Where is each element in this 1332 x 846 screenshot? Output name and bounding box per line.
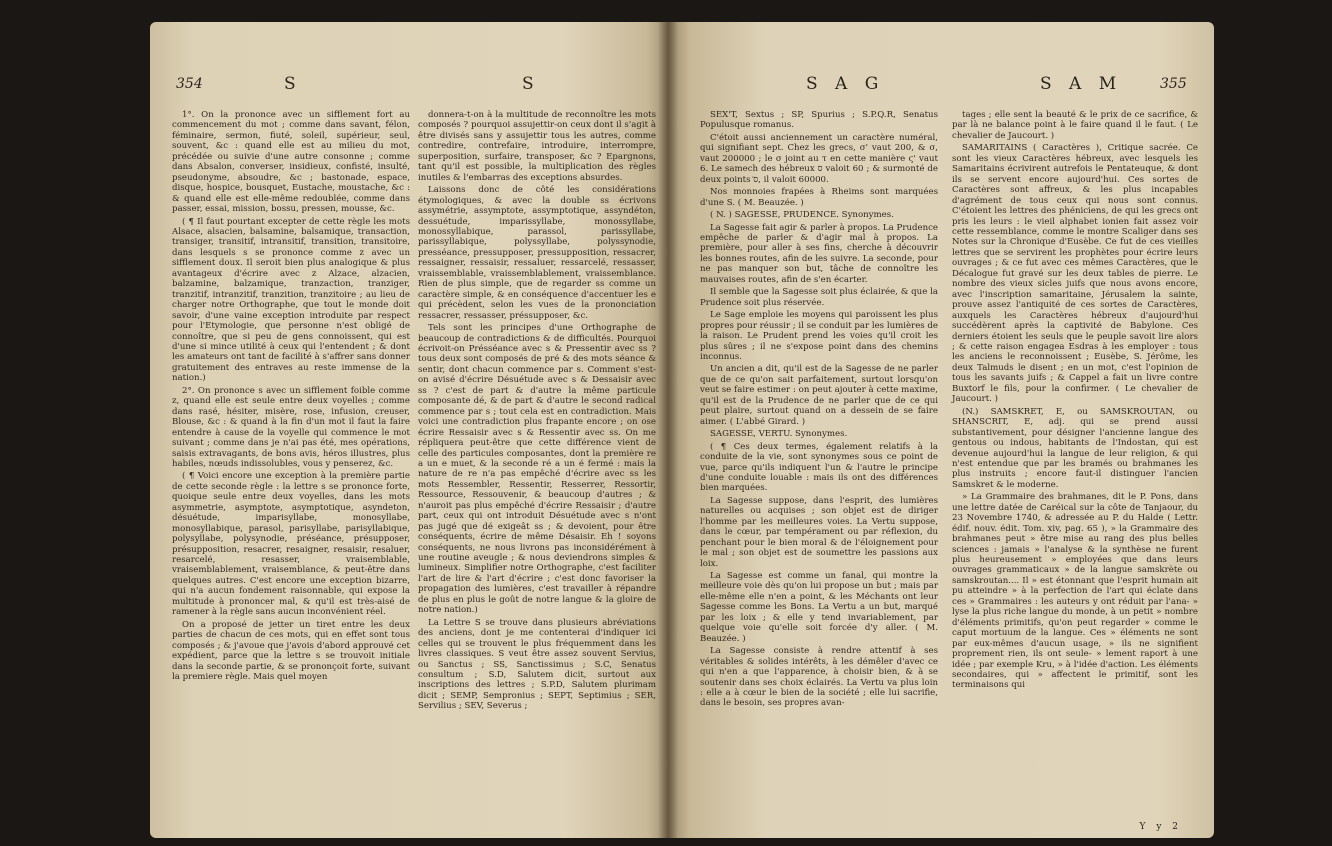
paragraph: ( ¶ Il faut pourtant excepter de cette règle les mots Alsace, alsacien, balsamine, balsamique, transaction, transiger, transitif, intransitif, transition, transitoire, dans lesquels s se prononce comme z avec un sifflement doux. Il seroit bien plus analogique & plus avantageux d'écrire avec z Alzace, alzacien, balzamine, balzamique, tranzaction, tranziger, tranzitif, intranzitif, tranzition, tranzitoire ; au lieu de charger notre Orthographe, que tout le monde doit savoir, d'une vaine exception introduite par respect pour l'Etymologie, que personne n'est obligé de connoître, que si peu de gens connoissent, qui est d'une si mince utilité à ceux qui l'entendent ; & dont les amateurs ont tant de facilité à s'affrer sans donner gratuitement des entraves au reste immense de la nation.) bbox=[172, 216, 410, 384]
paragraph: Le Sage emploie les moyens qui paroissent les plus propres pour réussir ; il se conduit par les lumières de la raison. Le Prudent prend les voies qu'il croit les plus sûres ; il ne s'expose point dans des chemins inconnus. bbox=[700, 310, 939, 362]
right-column-1 bbox=[700, 110, 938, 711]
paragraph: La Sagesse consiste à rendre attentif à ses véritables & solides intérêts, à les démêler d'avec ce qui n'en a que l'apparence, à choisir bien, & à se soutenir dans ses choix éclairés. La Vertu va plus loin : elle a à cœur le bien de la société ; elle lui sacrifie, dans le besoin, ses propres avan- bbox=[700, 646, 938, 709]
left-column-1 bbox=[172, 110, 410, 684]
left-page-number: 354 bbox=[176, 76, 203, 92]
paragraph: donnera-t-on à la multitude de reconnoître les mots composés ? pourquoi assujettir-on ceux dont il s'agit à être divisés sans y assujettir tous les autres, comme contredire, contrefaire, introduire, interrompre, superposition, surfaire, transposer, &c ? Epargnons, tant qu'il est possible, la multiplication des règles inutiles & l'embarras des exceptions absurdes. bbox=[418, 110, 656, 183]
paragraph: C'étoit aussi anciennement un caractère numéral, qui signifiant sept. Chez les grecs, σ' vaut 200, & σ, vaut 200000 ; le σ joint au τ en cette manière ϛ' vaut 6. Le samech des hébreux ס valoit 60 ; & surmonté de deux points ס̈, il valoit 60000. bbox=[700, 132, 938, 185]
paragraph: ( ¶ Ces deux termes, également relatifs à la conduite de la vie, sont synonymes sous ce point de vue, parce qu'ils indiquent l'un & l'autre le principe d'une conduite louable : mais ils ont des différences bien marquées. bbox=[700, 441, 938, 494]
right-running-head-right: S A M bbox=[1040, 74, 1123, 94]
right-column-2 bbox=[952, 110, 1198, 693]
signature-mark: Y y 2 bbox=[1139, 822, 1182, 832]
paragraph: La Lettre S se trouve dans plusieurs abréviations des anciens, dont je me contenterai d'indiquer ici celles qui se trouvent le plus fréquemment dans les livres classiques. S veut être assez souvent Servius, ou Sanctus ; SS, Sanctissimus ; S.C, Senatus consultum ; S.D, Salutem dicit, surtout aux inscriptions des lettres ; S.P.D, Salutem plurimam dicit ; SEMP, Sempronius ; SEPT, Septimius ; SER, Servilius ; SEV, Severus ; bbox=[418, 617, 656, 712]
right-page bbox=[668, 22, 1214, 838]
paragraph: Laissons donc de côté les considérations étymologiques, & avec la double ss écrivons assymétrie, assymptote, assymptotique, assyndéton, dessuétude, imparissyllabe, monossyllabe, monossyllabique, parassol, parissyllabe, parissyllabique, polyssyllabe, polyssynodie, presséance, pressupposer, pressupposition, ressacrer, ressaigner, ressaisir, ressaluer, ressarcelé, ressasser, vraissemblable, vraissemblablement, vraissemblance. Rien de plus simple, que de regarder ss comme un caractère simple, & en conséquence d'accentuer les e qui précèdent, selon les vues de la prononciation ressacrer, ressasser, préssupposer, &c. bbox=[418, 185, 656, 321]
paragraph: tages ; elle sent la beauté & le prix de ce sacrifice, & par là ne balance point à le faire quand il le faut. ( Le chevalier de Jaucourt. ) bbox=[952, 110, 1198, 141]
paragraph: (N.) SAMSKRET, E, ou SAMSKROUTAN, ou SHANSCRIT, E, adj. qui se prend aussi substantivement, pour désigner l'ancienne langue des gentous ou indous, habitants de l'Indostan, qui est devenue aujourd'hui la langue de leur religion, & qui n'est entendue que par les bramés ou brahmanes les plus instruits ; encore faut-il distinguer l'ancien Samskret & le moderne. bbox=[952, 406, 1198, 490]
paragraph: La Sagesse suppose, dans l'esprit, des lumières naturelles ou acquises ; son objet est de diriger l'homme par les meilleures voies. La Vertu suppose, dans le cœur, par tempérament ou par réflexion, du penchant pour le bien moral & de l'éloignement pour le mal ; son objet est de soumettre les passions aux loix. bbox=[700, 495, 938, 569]
paragraph: La Sagesse est comme un fanal, qui montre la meilleure voie dès qu'on lui propose un but ; mais par elle-même elle n'en a point, & les Méchants ont leur Sagesse comme les Bons. La Vertu a un but, marqué par les loix ; & elle y tend invariablement, par quelque voie qu'elle soit forcée d'y aller. ( M. Beauzée. ) bbox=[700, 571, 938, 644]
paragraph: Il semble que la Sagesse soit plus éclairée, & que la Prudence soit plus réservée. bbox=[700, 287, 938, 308]
paragraph: SAMARITAINS ( Caractères ), Critique sacrée. Ce sont les vieux Caractères hébreux, avec lesquels les Samaritains écrivirent autrefois le Pentateuque, & dont ils se servent encore aujourd'hui. Ces sortes de Caractères sont affreux, & les plus incapables d'agrément de tous ceux qui nous sont connus. C'étoient les lettres des phéniciens, de qui les grecs ont pris les leurs : le vieil alphabet ionien fait assez voir cette ressemblance, comme le montre Scaliger dans ses Notes sur la Chronique d'Eusèbe. Ce fut de ces vieilles lettres que se servirent les prophètes pour écrire leurs ouvrages ; & ce fut avec ces mêmes Caractères, que le Décalogue fut gravé sur les deux tables de pierre. Le nombre des vieux sicles juifs que nous avons encore, avec l'inscription samaritaine, Jérusalem la sainte, prouve assez l'antiquité de ces sortes de Caractères, auxquels les Caractères hébreux d'aujourd'hui succédèrent après la captivité de Babylone. Ces derniers étoient les seuls que le peuple savoit lire alors ; & cette raison engagea Esdras à les employer : tous les anciens le reconnoissent ; Eusèbe, S. Jérôme, les deux Talmuds le disent ; en un mot, c'est l'opinion de tous les savants juifs ; & Cappel a fait un livre contre Buxtorf le fils, pour la confirmer. ( Le chevalier de Jaucourt. ) bbox=[952, 143, 1198, 405]
left-column-2 bbox=[418, 110, 656, 714]
paragraph: SEX'T, Sextus ; SP, Spurius ; S.P.Q.R, Senatus Populusque romanus. bbox=[700, 110, 938, 131]
paragraph: Un ancien a dit, qu'il est de la Sagesse de ne parler que de ce qu'on sait parfaitement, surtout lorsqu'on veut se faire estimer : on peut ajouter à cette maxime, qu'il est de la Prudence de ne parler que de ce qui peut plaire, surtout quand on a dessein de se faire aimer. ( L'abbé Girard. ) bbox=[700, 364, 938, 427]
paragraph: » La Grammaire des brahmanes, dit le P. Pons, dans une lettre datée de Caréical sur la côte de Tanjaour, du 23 Novembre 1740, & adressée au P. du Halde ( Lettr. édif. nouv. édit. Tom. xiv, pag. 65 ), » la Grammaire des brahmanes peut » être mise au rang des plus belles sciences : jamais » l'analyse & la synthèse ne furent plus heureusement » employées que dans leurs ouvrages grammaticaux » de la langue samskrète ou samskroutan.... Il » est étonnant que l'esprit humain ait pu atteindre » à la perfection de l'art qui éclate dans ces » Grammaires : les auteurs y ont réduit par l'ana- » lyse la plus riche langue du monde, à un petit » nombre d'éléments primitifs, qu'on peut regarder » comme le caput mortuum de la langue. Ces » éléments ne sont par eux-mêmes d'aucun usage, » ils ne signifient proprement rien, ils ont seule- » lement raport à une idée ; par exemple Kru, » à l'idée d'action. Les éléments secondaires, qui » affectent le primitif, sont les terminaisons qui bbox=[952, 492, 1198, 691]
paragraph: On a proposé de jetter un tiret entre les deux parties de chacun de ces mots, qui en effet sont tous composés ; & j'avoue que j'avois d'abord approuvé cet expédient, parce que la lettre s se trouvoit initiale dans la seconde partie, & se prononçoit forte, suivant la premiere règle. Mais quel moyen bbox=[172, 619, 410, 683]
right-running-head-left: S A G bbox=[806, 74, 885, 94]
left-running-head-left: S bbox=[284, 74, 302, 94]
paragraph: Tels sont les principes d'une Orthographe de beaucoup de contradictions & de difficultés. Pourquoi écrivoit-on Présséance avec s & Pressentir avec ss ? tous deux sont composés de pré & des mots séance & sentir, dont chacun commence par s. Comment s'est-on avisé d'écrire Désuétude avec s & Dessaisir avec ss ? c'est de part & d'autre la même particule composante dé, & de part & d'autre le second radical commence par s ; tout cela est en contradiction. Mais voici une contradiction plus frapante encore ; on ose écrire Ressaisir avec s & Ressentir avec ss. On me répliquera peut-être que cette différence vient de celle des particules composantes, dont la première re a un e muet, & la seconde ré a un é fermé : mais la nature de re n'a pas empêché d'écrire avec ss les mots Ressembler, Ressentir, Resserrer, Ressortir, Ressource, Ressouvenir, & beaucoup d'autres ; & n'auroit pas plus empêché d'écrire Ressaisir ; d'autre part, ceux qui ont introduit Désuétude avec s n'ont pas jugé que dé exigeât ss ; & devoient, pour être conséquents, écrire de même Désaisir. Eh ! soyons conséquents, ne nous livrons pas inconsidérément à une routine aveugle ; & nous deviendrons simples & lumineux. Simplifier notre Orthographe, c'est faciliter l'art de lire & l'art d'écrire ; c'est donc favoriser la propagation des lumières, c'est travailler à répandre de plus en plus le goût de notre langue & la gloire de notre nation.) bbox=[418, 323, 656, 616]
right-page-number: 355 bbox=[1160, 76, 1187, 92]
paragraph: ( ¶ Voici encore une exception à la première partie de cette seconde règle : la lettre s se prononce forte, quoique seule entre deux voyelles, dans les mots asymmetrie, asymptote, asymptotique, asyndeton, désuétude, imparisyllabe, monosyllabe, monosyllabique, parasol, parisyllabe, parisyllabique, polysyllabe, polysynodie, préséance, présupposer, présupposition, resacrer, resaigner, resaisir, resaluer, resarcelé, resasser, vraisemblable, vraisemblablement, vraisemblance, & peut-être dans quelques autres. C'est encore une exception bizarre, qui n'a aucun fondement raisonnable, qui expose la multitude à prononcer mal, & qu'il est très-aisé de ramener à la règle sans aucun inconvénient réel. bbox=[172, 471, 410, 618]
paragraph: La Sagesse fait agir & parler à propos. La Prudence empêche de parler & d'agir mal à propos. La première, pour aller à ses fins, cherche à découvrir les bonnes routes, afin de les suivre. La seconde, pour ne pas manquer son but, tâche de connoître les mauvaises routes, afin de s'en écarter. bbox=[700, 222, 938, 285]
paragraph: SAGESSE, VERTU. Synonymes. bbox=[710, 429, 848, 440]
left-running-head-right: S bbox=[522, 74, 540, 94]
paragraph: ( N. ) SAGESSE, PRUDENCE. Synonymes. bbox=[710, 210, 894, 221]
paragraph: 2°. On prononce s avec un sifflement foible comme z, quand elle est seule entre deux voyelles ; comme dans rasé, hésiter, misère, rose, infusion, creuser, Blouse, &c : & quand à la fin d'un mot il faut la faire entendre à cause de la voyelle qui commence le mot suivant ; comme dans je n'ai pas été, mes opérations, saisis extravagants, de bons avis, héros illustres, plus habiles, nœuds indissolubles, vous y penserez, &c. bbox=[172, 385, 410, 469]
paragraph: 1°. On la prononce avec un sifflement fort au commencement du mot ; comme dans savant, félon, féminaire, sermon, fiuté, soleil, supérieur, seul, souvent, &c : quand elle est au milieu du mot, précédée ou suivie d'une autre consonne ; comme dans Absalon, converser, insidieux, confisté, insulté, pseudonyme, absoudre, &c ; bastonade, espace, disque, hospice, bousquet, Eustache, moustache, &c : & quand elle est elle-même redoublée, comme dans passer, essai, mission, bossu, pressen, mousse, &c. bbox=[172, 110, 410, 215]
left-page bbox=[150, 22, 668, 838]
paragraph: Nos monnoies frapées à Rheims sont marquées d'une S. ( M. Beauzée. ) bbox=[700, 187, 938, 208]
